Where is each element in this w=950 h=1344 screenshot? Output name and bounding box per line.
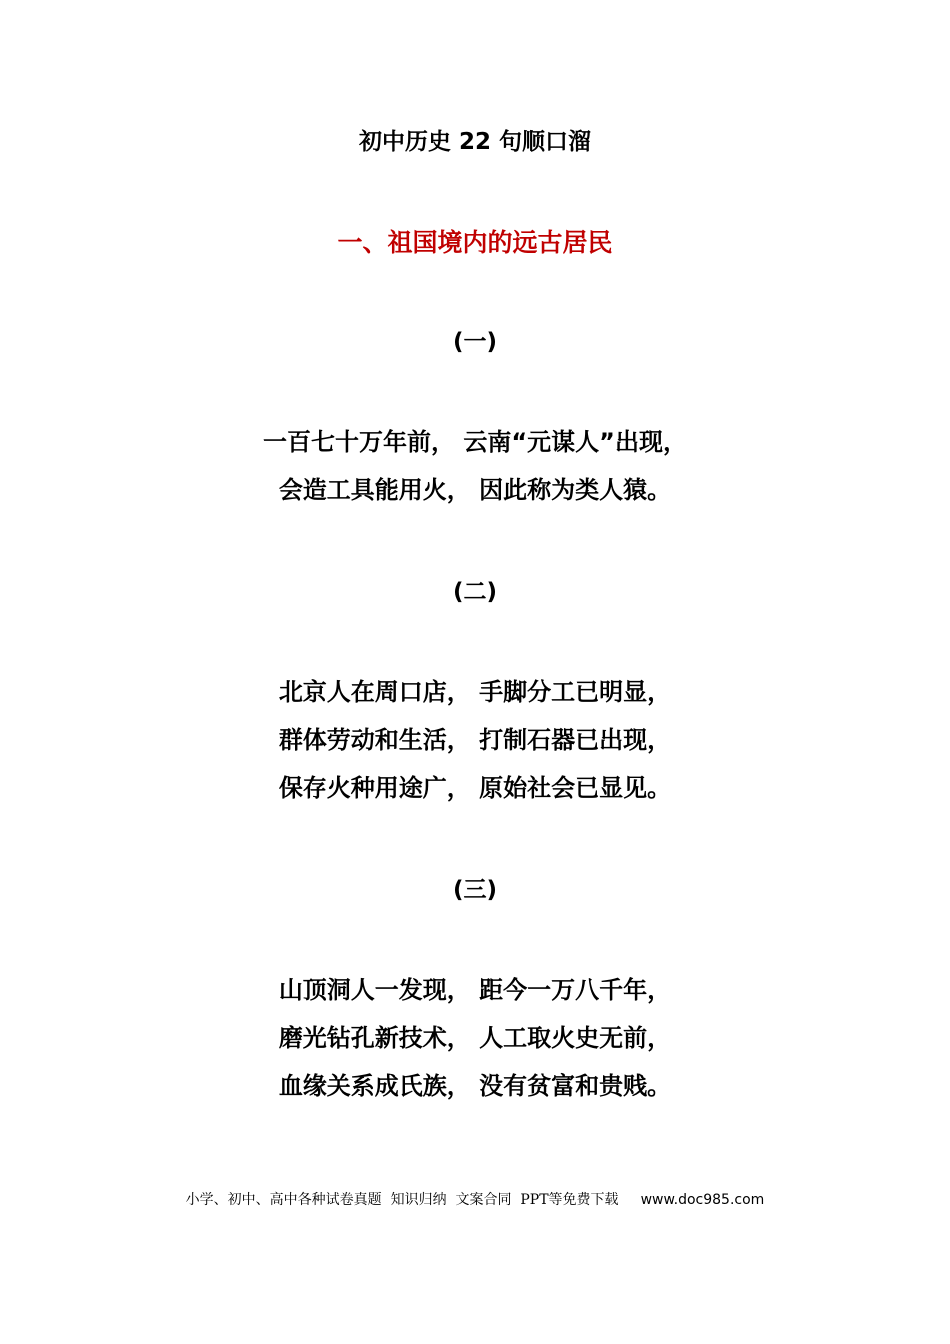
verse-line: 会造工具能用火， 因此称为类人猿。 [278, 476, 672, 504]
document-title: 初中历史 22 句顺口溜 [358, 129, 592, 155]
stanza-1 [0, 418, 950, 514]
verse-line: 磨光钻孔新技术， 人工取火史无前， [278, 1024, 672, 1052]
stanza-3 [0, 966, 950, 1110]
footer-text: 小学、初中、高中各种试卷真题 知识归纳 文案合同 PPT等免费下载 [185, 1192, 619, 1208]
stanza-number-2: (二) [452, 579, 498, 605]
footer-url-link[interactable]: www.doc985.com [640, 1192, 765, 1208]
page-footer [0, 1188, 950, 1212]
verse-line: 血缘关系成氏族， 没有贫富和贵贱。 [278, 1072, 672, 1100]
stanza-number-3: (三) [452, 877, 498, 903]
verse-line: 北京人在周口店， 手脚分工已明显， [278, 678, 672, 706]
verse-line: 山顶洞人一发现， 距今一万八千年， [278, 976, 672, 1004]
verse-line: 一百七十万年前， 云南“元谋人”出现， [263, 428, 687, 456]
verse-line: 保存火种用途广， 原始社会已显见。 [278, 774, 672, 802]
stanza-number-1: (一) [452, 329, 498, 355]
verse-line: 群体劳动和生活， 打制石器已出现， [278, 726, 672, 754]
stanza-2 [0, 668, 950, 812]
chapter-title: 一、祖国境内的远古居民 [337, 228, 613, 257]
